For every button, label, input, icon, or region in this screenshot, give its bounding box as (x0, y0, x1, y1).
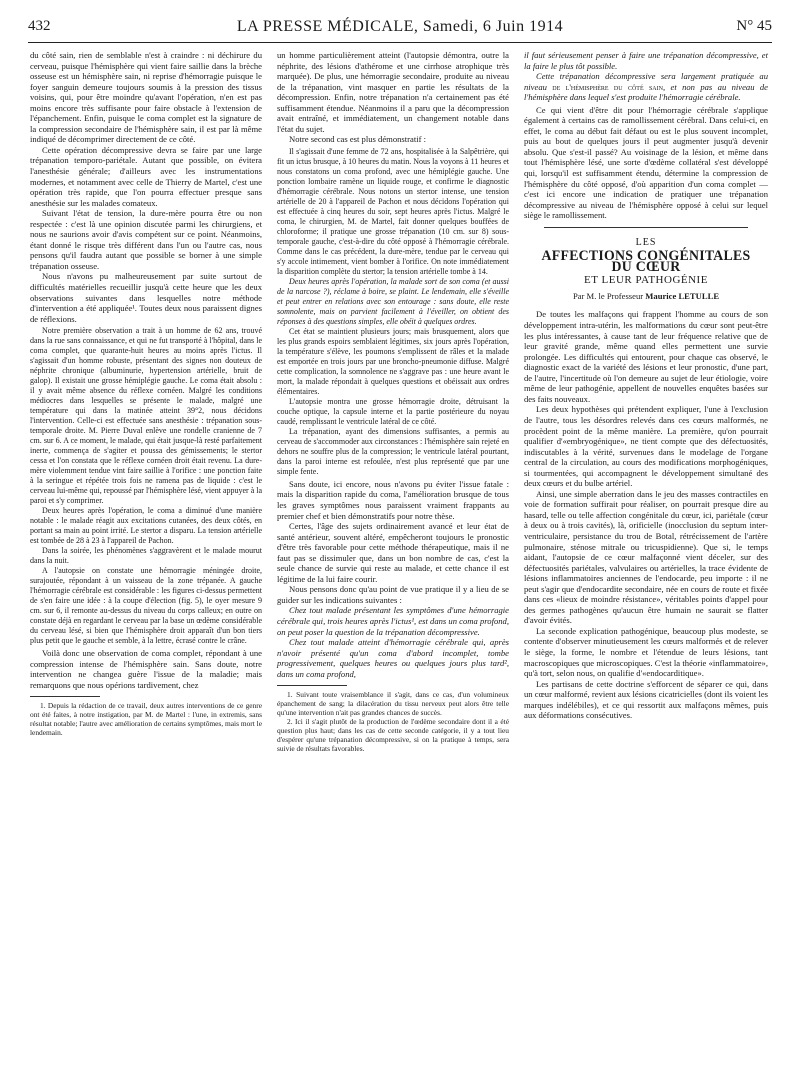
paragraph: Notre second cas est plus démonstratif : (289, 134, 426, 145)
footnotes (277, 690, 509, 753)
case-paragraph: Deux heures après l'opération, le coma a diminué d'une manière notable : le malade réagit aux excitations cutanées, des deux côtés, en portant sa main au point irrité. Le stertor a disparu. La tension artérielle est tombée de 28 à 23 à l'appareil de Pachon. (30, 506, 262, 546)
footnote: 2. Ici il s'agit plutôt de la production de l'œdème secondaire dont il a été question plus haut; dans les cas de cette seconde catégorie, il y a tout lieu d'espérer qu'une trépanation décompressive, si on la pratique à temps, sera suivie de résultats favorables. (277, 717, 509, 754)
paragraph: De toutes les malfaçons qui frappent l'homme au cours de son développement intra-utérin, les malformations du cœur sont peut-être les plus intéressantes, à cause tant de leur fréquence relative que de leur gravité grande, même quand elles permettent une survie prolongée. Les difficultés qui entourent, pour chaque cas observé, le diagnostic exact de la variété des lésions et leur pronostic, d'une part, de l'autre, l'incertitude où l'on demeure au sujet de leur étiologie, voire même de leur pathogénie, appellent de nouvelles enquêtes basées sur des faits nouveaux. (524, 309, 768, 404)
article-subtitle: ET LEUR PATHOGÉNIE (584, 274, 708, 287)
case-report-1 (30, 326, 262, 646)
article-title-prefix: LES (635, 236, 657, 248)
paragraph: Nous pensons donc qu'au point de vue pratique il y a lieu de se guider sur les indications suivantes : (277, 584, 509, 605)
header-rule (28, 42, 772, 43)
article-rule (544, 227, 748, 228)
case-paragraph: Il s'agissait d'une femme de 72 ans, hospitalisée à la Salpêtrière, qui fit un ictus brusque, à 10 heures du matin. Nous la voyons à 11 heures et nous constatons un coma profond, avec une hémiplégie gauche. Une ponction lombaire ramène un liquide rouge, et confirme le diagnostic d'hémorragie cérébrale. Nous notons un stertor intense, une tension artérielle de 20 à l'appareil de Pachon et nous décidons l'opération qui est effectuée à cinq heures du soir, sept heures après l'ictus. Malgré le coma, le chirurgien, M. de Martel, fait donner quelques bouffées de chloroforme; il pratique une grosse trépanation (10 cm. sur 8) sous-temporale gauche, c'est-à-dire du côté opposé à l'hémorragie cérébrale. Comme dans le cas précédent, la dure-mère, tendue par le cerveau qui s'y accole intimement, vient bomber à l'orifice. On note immédiatement la disparition complète du stertor; la tension artérielle tombe à 14. (277, 146, 509, 276)
article-title: AFFECTIONS CONGÉNITALES DU CŒUR (541, 248, 751, 275)
paragraph: Les deux hypothèses qui prétendent expliquer, l'une à l'exclusion de l'autre, tous les désordres relevés dans ces cœurs malformés, ne procèdent point de la même manière. La première, qu'on pourrait qualifier d'«embryogénique», ne tient compte que des défectuosités, indiscutables à la vérité, survenues dans le modelage de l'organe central de la circulation, au cours des modifications morphogéniques, si tourmentées, qui accompagnent le développement simultané des deux cœurs et du bulbe artériel. (524, 404, 768, 489)
column-middle (277, 50, 509, 753)
issue-number: N° 45 (736, 18, 772, 34)
column-right (524, 50, 768, 721)
paragraph: Sans doute, ici encore, nous n'avons pu éviter l'issue fatale : mais la disparition rapide du coma, l'amélioration brusque de tous les graves symptômes nous paraissent vraiment frappants au premier chef et bien démonstratifs pour notre thèse. (277, 478, 509, 521)
paragraph: Cette opération décompressive devra se faire par une large trépanation temporo-pariétale. Autant que possible, on évitera l'anesthésie générale; d'ailleurs avec les instrumentations modernes, et notamment avec celle de Thierry de Martel, c'est une opération très rapide, que l'on pourra effectuer presque sans anesthésie sur les malades comateux. (30, 144, 262, 208)
footnote-rule (30, 696, 100, 697)
journal-title: LA PRESSE MÉDICALE, Samedi, 6 Juin 1914 (236, 18, 564, 35)
article-byline: Par M. le Professeur Maurice LETULLE (572, 290, 720, 301)
author-name: Maurice LETULLE (645, 290, 720, 301)
indication: Cette trépanation décompressive sera largement pratiquée au niveau de l'hémisphère du côté sain, et non pas au niveau de l'hémisphère dans lequel s'est produite l'hémorragie cérébrale. (524, 71, 768, 103)
indication: Chez tout malade présentant les symptômes d'une hémorragie cérébrale qui, trois heures après l'ictus¹, est dans un coma profond, on peut poser la question de la trépanation décompressive. (277, 605, 509, 637)
footnote: 1. Depuis la rédaction de ce travail, deux autres interventions de ce genre ont été faites, à notre instigation, par M. de Martel : l'une, in extremis, sans résultat notable; l'autre avec amélioration de certains symptômes, mais mort le lendemain. (30, 701, 262, 738)
column-left (30, 50, 262, 737)
case-paragraph: A l'autopsie on constate une hémorragie méningée droite, surajoutée, répondant à un vaisseau de la zone trépanée. A gauche l'hémorragie cérébrale est considérable : les figures ci-dessus permettent de s'en faire une idée : à la coupe d'élection (fig. 5), le oyer mesure 9 cm. sur 6, il remonte au-dessus du niveau du corps calleux; en outre on constate déjà en regardant le cerveau par la base un œdème considérable du cerveau lésé, si bien que l'hémisphère droit apparaît d'un bon tiers plus petit que le gauche et semble, à la lettre, écrasé contre le crâne. (30, 566, 262, 646)
paragraph: du côté sain, rien de semblable n'est à craindre : ni déchirure du cerveau, puisque l'hémisphère qui vient faire saillie dans la brèche osseuse est un hémisphère sain, ni reprise d'hémorragie puisque le foyer sanguin demeure toujours soumis à la pression des tissus voisins, qui, pour être moindre qu'avant l'opération, n'en est pas moins encore très suffisante pour faire obstacle à l'extension de l'épanchement. Enfin, puisque le coma complet est la signature de la compression secondaire de l'hémisphère sain, il est par là même indiqué de décomprimer directement de ce côté. (30, 50, 262, 145)
case-paragraph: Cet état se maintient plusieurs jours; mais brusquement, alors que les plus grands espoirs semblaient légitimes, six jours après l'opération, la température s'élève, les poumons s'emplissent de râles et la malade est emportée en trois jours par une broncho-pneumonie diffuse. Malgré cette complication, la somnolence ne s'aggrave pas : une heure avant le mort, la malade répondait à quelques questions et obéissait aux ordres élémentaires. (277, 326, 509, 396)
indication: il faut sérieusement penser à faire une trépanation décompressive, et la faire le plus tôt possible. (524, 50, 768, 71)
page-number: 432 (28, 18, 51, 34)
paragraph: Certes, l'âge des sujets ordinairement avancé et leur état de santé antérieur, souvent altéré, empêcheront toujours le pronostic d'être très favorable pour cette méthode thérapeutique, mais il ne faut pas se dissimuler que, dans un bon nombre de cas, c'est la seule chance de survie qui reste au malade, et cette chance il est légitime de la lui faire courir. (277, 521, 509, 584)
paragraph: La seconde explication pathogénique, beaucoup plus modeste, se contente d'observer minutieusement les cœurs malformés et de relever le siège, la forme, le nombre et l'étendue de leurs lésions, tant macroscopiques que microscopiques. C'est la théorie «inflammatoire», qu'à tort, selon nous, on qualifie d'«endocarditique». (524, 625, 768, 679)
footnote: 1. Suivant toute vraisemblance il s'agit, dans ce cas, d'un volumineux épanchement de sang; la dilacération du tissu nerveux peut alors être telle qu'une intervention n'ait pas grandes chances de succès. (277, 690, 509, 718)
case-paragraph: Deux heures après l'opération, la malade sort de son coma (et aussi de la narcose ?), réclame à boire, se plaint. Le lendemain, elle s'éveille et peut entrer en relations avec son entourage : sans doute, elle reste somnolente, mais on parvient facilement à l'éveiller, on obtient des réponses à des questions simples, elle obéit à quelques ordres. (277, 276, 509, 326)
case-paragraph: L'autopsie montra une grosse hémorragie droite, détruisant la couche optique, la capsule interne et la partie postérieure du noyau caudé, remplissant le ventricule latéral de ce côté. (277, 396, 509, 426)
case-paragraph: Notre première observation a trait à un homme de 62 ans, trouvé dans la rue sans connaissance, et qui ne fut transporté à l'hôpital, dans le coma complet, que quarante-huit heures au moins après l'ictus. Il s'agissait d'un homme robuste, présentant des signes non douteux de néphrite chronique (albuminurie, hypertension artérielle, bruit de galop). Il existait une grosse hémiplégie gauche. Le coma était absolu : il y avait même absence du réflexe cornéen. Malgré les conditions médiocres dans lesquelles se présente le malade, malgré une température qui dans la matinée atteint 39°2, nous décidons l'intervention. Celle-ci est effectuée sans anesthésie : trépanation sous-temporale droite. M. Pierre Duval enlève une rondelle cranienne de 7 cm. sur 6. A ce moment, le malade, qui était jusque-là resté parfaitement inerte, commença de s'agiter et poussa des gémissements; le stertor cessa et l'on constata que le réflexe cornéen droit était revenu. La dure-mère violemment tendue vint faire saillie à l'orifice : une ponction faite à la seringue et répétée trois fois ne ramena pas de liquide : c'est le cerveau lui-même qui, repoussé par l'hémisphère lésé, vient appuyer à la paroi et s'y comprimer. (30, 326, 263, 506)
paragraph: Ainsi, une simple aberration dans le jeu des masses contractiles en voie de formation suffirait pour réaliser, on pourrait presque dire au hasard, telle ou telle affection congénitale du cœur, ici, pariétale (cœur à deux ou à trois cavités), là, orificielle (inocclusion du septum inter-ventriculaire, persistance du trou de Botal, rétrécissement de l'artère pulmonaire, sténose mitrale ou tricuspidienne). Que si, le temps aidant, l'autopsie de ce cœur malfaçonné vient déceler, sur des défectuosités pariétales, valvulaires ou artérielles, la trace évidente de lésions inflammatoires anciennes de l'endocarde, peu importe : il ne peut s'agir que d'endocardite secondaire, née en cours de route et fixée dans ces «lieux de moindre résistance», véritables points d'appel pour des germes pathogènes qu'aucun être humain ne saurait se flatter d'avoir évités. (524, 488, 768, 626)
footnotes (30, 701, 262, 737)
paragraph: Suivant l'état de tension, la dure-mère pourra être ou non respectée : c'est là une opinion discutée parmi les chirurgiens, et nous ne saurions avoir d'avis compétent sur ce point. Néanmoins, étant donné le risque très différent dans l'un ou l'autre cas, nous pensons qu'il faudra autant que possible se borner à une simple trépanation osseuse. (30, 208, 262, 271)
paragraph: Nous n'avons pu malheureusement par suite surtout de difficultés matérielles recueillir jusqu'à cette heure que les deux observations suivantes dans lesquelles notre méthode d'intervention a été appliquée¹. Toutes deux nous paraissent dignes de réflexions. (30, 271, 262, 324)
case-report-2 (277, 147, 509, 477)
paragraph: Voilà donc une observation de coma complet, répondant à une compression intense de l'hémisphère sain. Sans doute, notre intervention ne changea guère l'issue de la maladie; mais remarquons que nous opérions tardivement, chez (30, 648, 262, 690)
footnote-rule (277, 685, 347, 686)
case-paragraph: La trépanation, ayant des dimensions suffisantes, a permis au cerveau de s'accommoder aux circonstances : l'hémisphère sain rejeté en dehors ne souffre plus de la compression; le ventricule latéral pourtant, dans la paroi interne est refoulée, n'est plus représenté que par une simple fente. (277, 426, 509, 476)
paragraph: un homme particulièrement atteint (l'autopsie démontra, outre la néphrite, des lésions d'athérome et une cirrhose atrophique très marquée). De plus, une hémorragie secondaire, produite au niveau de la trépanation, vint masquer en partie les résultats de la décompression. Enfin, notre trépanation n'a certainement pas été suffisamment étendue. Néanmoins il a paru que la décompression avait entraîné, et immédiatement, un changement notable dans l'état du sujet. (277, 50, 509, 134)
paragraph: Les partisans de cette doctrine s'efforcent de séparer ce qui, dans un cœur malformé, revient aux lésions cicatricielles (dont ils voient les marques indélébiles), et ce qui ressortit aux malfaçons mêmes, puis aux déformations consécutives. (524, 678, 768, 721)
article-heading (524, 238, 768, 302)
indication: Chez tout malade atteint d'hémorragie cérébrale qui, après n'avoir présenté qu'un coma d'abord incomplet, tombe progressivement, quelques heures ou quelques jours plus tard², dans un coma profond, (277, 637, 509, 679)
case-paragraph: Dans la soirée, les phénomènes s'aggravèrent et le malade mourut dans la nuit. (30, 546, 262, 566)
paragraph: Ce qui vient d'être dit pour l'hémorragie cérébrale s'applique également à certains cas de ramollissement cérébral. Dans celui-ci, en effet, le coma au début fait défaut ou est le plus souvent incomplet, puis au bout de quelques jours il peut augmenter jusqu'à devenir absolu. Que s'est-il passé? Au voisinage de la lésion, et même dans tout l'hémisphère lésé, une sorte d'œdème collatéral s'est développé qui, lorsqu'il est suffisamment étendu, détermine la compression de l'hémisphère du côté opposé, d'où apparition d'un coma complet — c'est ici encore une indication de pratiquer une trépanation décompressive au niveau de l'hémisphère opposé à celui sur lequel siège le ramollissement. (524, 104, 768, 221)
page-header (28, 18, 772, 40)
